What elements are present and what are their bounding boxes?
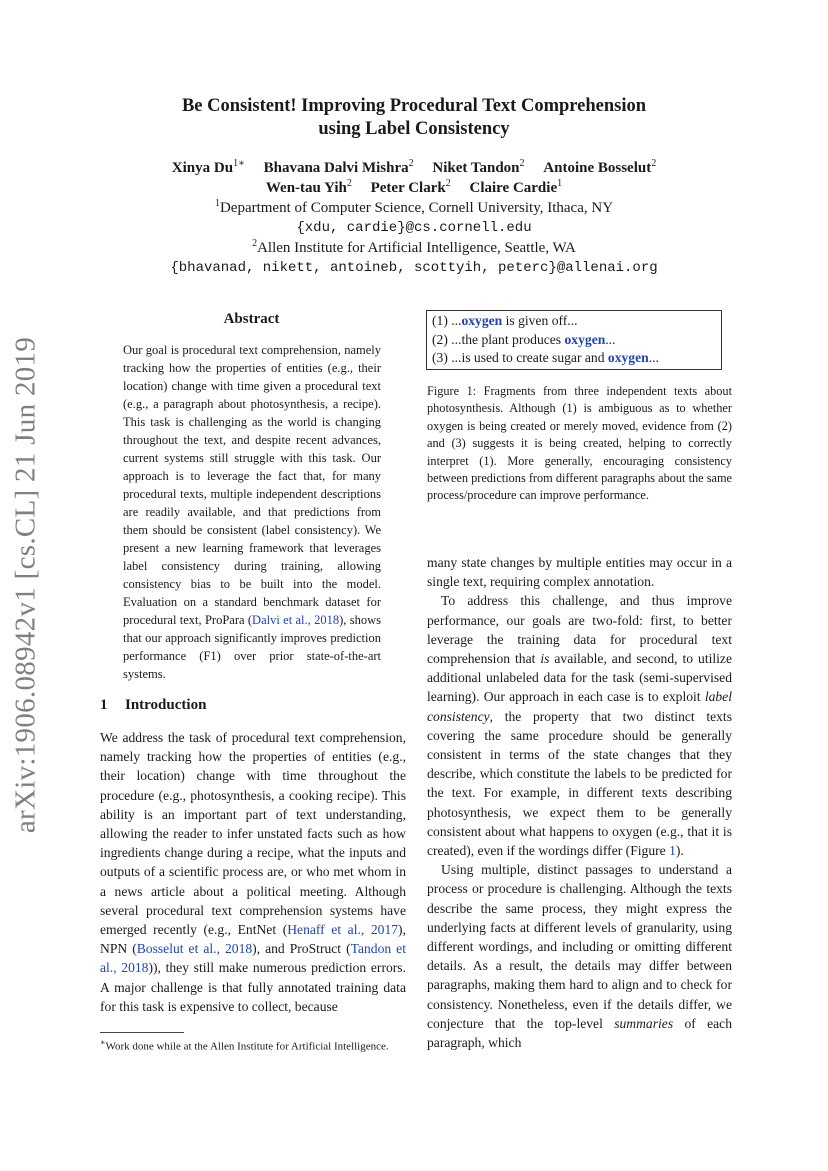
author-name: Wen-tau Yih	[265, 180, 347, 196]
arxiv-id: arXiv:1906.08942v1 [cs.CL] 21 Jun 2019	[9, 336, 42, 834]
figure-1-box	[426, 310, 722, 370]
paper-title	[0, 95, 828, 141]
author-name: Antoine Bosselut	[543, 160, 652, 176]
email-1: {xdu, cardie}@cs.cornell.edu	[296, 220, 532, 236]
figure-1-caption: Figure 1: Fragments from three independent texts about photosynthesis. Although (1) is ambiguous as to whether oxygen is being created or merely moved, evidence from (2) and (3) suggests it is being created, helping to correctly interpret (1). More generally, encouraging consistency between predictions from different paragraphs about the same process/procedure can improve performance.	[427, 384, 732, 503]
abstract-heading: Abstract	[223, 311, 280, 327]
citation-link[interactable]: Henaff et al., 2017	[287, 922, 399, 938]
author-name: Claire Cardie	[469, 180, 558, 196]
author-affil: 2	[408, 158, 414, 169]
author-name: Xinya Du	[171, 160, 234, 176]
paragraph: Using multiple, distinct passages to understand a process or procedure is challenging. Although the texts describe the same process, they might express the underlying facts at different levels of granularity, using different wordings, and including or omitting different details. As a result, the details may differ between paragraphs, making them hard to align and to check for consistency. Nonetheless, even if the details differ, we conjecture that the top-level summaries of each paragraph, which	[427, 862, 732, 1051]
section-heading: 1 Introduction	[100, 697, 207, 713]
figure-line: (3) ...is used to create sugar and oxygen...	[432, 350, 659, 365]
author-affil: 2	[445, 178, 451, 189]
email-2: {bhavanad, nikett, antoineb, scottyih, peterc}@allenai.org	[170, 260, 658, 276]
author-affil: 2	[651, 158, 657, 169]
affiliation-2: $^2$Allen Institute for Artificial Intelligence, Seattle, WA	[252, 238, 576, 256]
intro-right-column	[427, 553, 732, 1052]
intro-left-column	[100, 728, 406, 1016]
author-affil: 1	[557, 178, 563, 189]
author-name: Niket Tandon	[432, 160, 520, 176]
figure-ref-link[interactable]: 1	[669, 843, 676, 859]
paragraph: To address this challenge, and thus improve performance, our goals are two-fold: first, to better leverage the training data for procedural text comprehension that is available, and second, to utilize additional unlabeled data for the task (semi-supervised learning). Our approach in each case is to exploit label consistency, the property that two distinct texts covering the same procedure should be generally consistent in terms of the state changes that they describe, which constitute the labels to be predicted for the text. For example, in different texts describing photosynthesis, we expect them to be generally consistent about what happens to oxygen (e.g., that it is created), even if the wordings differ (Figure 1).	[427, 593, 732, 859]
affiliation-1: $^1$Department of Computer Science, Cornell University, Ithaca, NY	[214, 198, 614, 216]
author-affil: 1∗	[233, 158, 245, 169]
author-name: Peter Clark	[370, 180, 446, 196]
paragraph: We address the task of procedural text comprehension, namely tracking how the properties of entities (e.g., their location) change with time throughout the procedure (e.g., photosynthesis, a cooking recipe). This ability is an important part of text understanding, allowing the reader to infer unstated facts such as how ingredients change during a recipe, what the inputs and outputs of a scientific process are, or who met whom in a news article about a political meeting. Although several procedural text comprehension systems have emerged recently (e.g., EntNet (Henaff et al., 2017), NPN (Bosselut et al., 2018), and ProStruct (Tandon et al., 2018)), they still make numerous prediction errors. A major challenge is that fully annotated training data for this task is expensive to collect, because	[100, 730, 406, 1014]
abstract-body: Our goal is procedural text comprehension, namely tracking how the properties of entities (e.g., their location) change with time given a procedural text (e.g., a paragraph about photosynthesis, a recipe). This task is challenging as the world is changing throughout the text, and despite recent advances, current systems still struggle with this task. Our approach is to leverage the fact that, for many procedural texts, multiple independent descriptions are readily available, and that predictions from them should be consistent (label consistency). We present a new learning framework that leverages label consistency during training, allowing consistency bias to be built into the model. Evaluation on a standard benchmark dataset for procedural text, ProPara (Dalvi et al., 2018), shows that our approach significantly improves prediction performance (F1) over prior state-of-the-art systems.	[123, 343, 381, 681]
author-line-1	[0, 158, 828, 178]
title-line-2: using Label Consistency	[318, 119, 510, 139]
citation-link[interactable]: Tandon et al., 2018	[100, 941, 406, 976]
author-affil: 2	[519, 158, 525, 169]
title-line-1: Be Consistent! Improving Procedural Text Comprehension	[181, 96, 647, 116]
footnote-rule	[100, 1032, 184, 1033]
figure-line: (1) ...oxygen is given off...	[432, 313, 578, 328]
author-name: Bhavana Dalvi Mishra	[263, 160, 409, 176]
author-line-2	[0, 178, 828, 198]
footnote: ∗Work done while at the Allen Institute for Artificial Intelligence.	[100, 1038, 389, 1053]
figure-line: (2) ...the plant produces oxygen...	[432, 331, 616, 347]
author-block	[0, 158, 828, 278]
author-affil: 2	[346, 178, 352, 189]
paragraph: many state changes by multiple entities may occur in a single text, requiring complex annotation.	[427, 555, 732, 590]
citation-link[interactable]: Dalvi et al., 2018	[252, 613, 340, 627]
citation-link[interactable]: Bosselut et al., 2018	[136, 941, 253, 957]
